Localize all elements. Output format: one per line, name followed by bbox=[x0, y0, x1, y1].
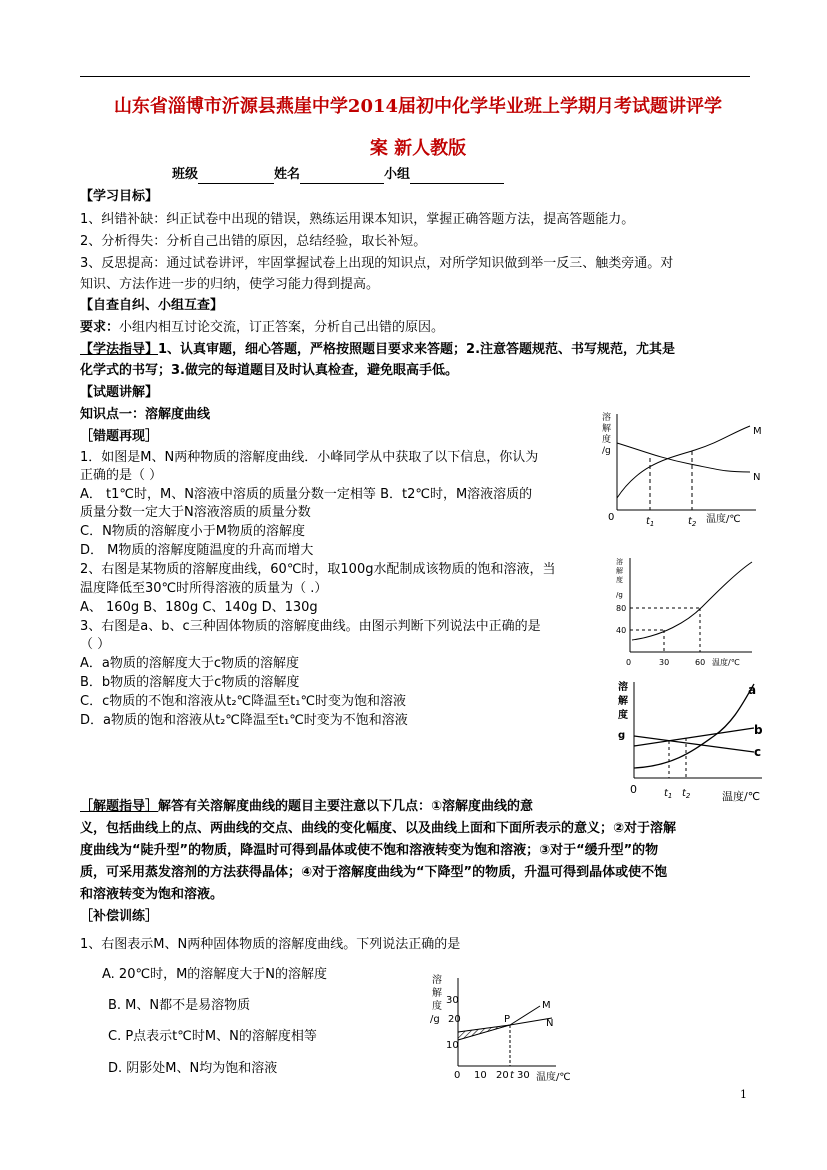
requirement-label: 要求： bbox=[80, 320, 120, 335]
doc-title-line1: 山东省淄博市沂源县燕崖中学2014届初中化学毕业班上学期月考试题讲评学 bbox=[113, 96, 723, 117]
method-line2: 化学式的书写；3.做完的每道题目及时认真检查，避免眼高手低。 bbox=[80, 363, 458, 378]
figure-single-solubility bbox=[612, 552, 782, 674]
comp-option: D. 阴影处M、N均为饱和溶液 bbox=[108, 1061, 278, 1076]
compensation-heading: ［补偿训练］ bbox=[80, 909, 159, 924]
guide-heading: ［解题指导］ bbox=[80, 799, 159, 814]
q3-line: A．a物质的溶解度大于c物质的溶解度 bbox=[80, 656, 300, 671]
page-number: 1 bbox=[740, 1088, 747, 1101]
y-label: g bbox=[618, 730, 626, 741]
class-blank[interactable] bbox=[198, 169, 274, 184]
method-line1 bbox=[80, 341, 675, 359]
guide-line4: 质，可采用蒸发溶剂的方法获得晶体；④对于溶解度曲线为“下降型”的物质，升温可得到晶体或使不饱 bbox=[80, 865, 668, 880]
wrong-question-heading: ［错题再现］ bbox=[80, 429, 159, 444]
q1-line: A． t1℃时，M、N溶液中溶质的质量分数一定相等 B．t2℃时，M溶液溶质的 bbox=[80, 487, 533, 502]
tick-20: 20 bbox=[448, 1014, 461, 1025]
t2-label: $t_2$ bbox=[682, 788, 691, 800]
q3-line: C．c物质的不饱和溶液从t₂℃降温至t₁℃时变为饱和溶液 bbox=[80, 694, 407, 709]
label-a: a bbox=[748, 683, 757, 697]
y-label: /g bbox=[602, 446, 611, 456]
tick-t: t bbox=[510, 1070, 514, 1081]
x-label: 温度/℃ bbox=[712, 658, 740, 667]
t1-label: $t_1$ bbox=[664, 788, 673, 800]
y-label: /g bbox=[616, 591, 623, 599]
tick-60: 60 bbox=[695, 658, 706, 667]
group-label: 小组 bbox=[384, 167, 411, 182]
curve-a bbox=[634, 683, 757, 768]
figure-mn-solubility bbox=[600, 408, 780, 530]
t2-label: $t_2$ bbox=[688, 516, 697, 528]
x-label: 温度/℃ bbox=[536, 1072, 571, 1083]
comp-option: B. M、N都不是易溶物质 bbox=[108, 998, 251, 1013]
label-m: M bbox=[753, 426, 762, 437]
q2-line: A、 160g B、180g C、140g D、130g bbox=[80, 600, 318, 615]
y-label: 度 bbox=[618, 710, 628, 721]
y-label: 溶 bbox=[616, 558, 623, 566]
label-p: P bbox=[504, 1014, 511, 1025]
goal-item: 知识、方法作进一步的归纳，使学习能力得到提高。 bbox=[80, 277, 380, 292]
guide-line3: 度曲线为“陡升型”的物质，降温时可得到晶体或使不饱和溶液转变为饱和溶液；③对于“缓升型”的物 bbox=[80, 843, 659, 858]
guide-line2: 义，包括曲线上的点、两曲线的交点、曲线的变化幅度、以及曲线上面和下面所表示的意义；②对于溶解 bbox=[80, 821, 677, 836]
curve-n bbox=[617, 443, 750, 472]
tick-40: 40 bbox=[616, 626, 627, 635]
y-label: 溶 bbox=[618, 682, 628, 693]
label-b: b bbox=[754, 723, 763, 737]
comp-option: A. 20℃时，M的溶解度大于N的溶解度 bbox=[102, 967, 328, 982]
x-label: 温度/℃ bbox=[722, 790, 761, 803]
name-label: 姓名 bbox=[274, 167, 301, 182]
selfcheck-requirement bbox=[80, 319, 444, 337]
goals-heading: 【学习目标】 bbox=[80, 189, 159, 204]
guide-text1: 解答有关溶解度曲线的题目主要注意以下几点：①溶解度曲线的意 bbox=[158, 799, 534, 814]
tick-0: 0 bbox=[626, 658, 632, 667]
tick-0: 0 bbox=[454, 1070, 461, 1081]
header-rule bbox=[80, 76, 750, 77]
goal-item: 2、分析得失：分析自己出错的原因，总结经验，取长补短。 bbox=[80, 234, 427, 249]
goal-item: 3、反思提高：通过试卷讲评，牢固掌握试卷上出现的知识点，对所学知识做到举一反三、触类旁通。对 bbox=[80, 256, 674, 271]
q1-line: C．N物质的溶解度小于M物质的溶解度 bbox=[80, 524, 306, 539]
y-label: /g bbox=[430, 1014, 440, 1025]
label-n: N bbox=[546, 1018, 554, 1029]
class-label: 班级 bbox=[172, 167, 199, 182]
name-blank[interactable] bbox=[300, 169, 384, 184]
q1-line: 质量分数一定大于N溶液溶质的质量分数 bbox=[80, 505, 311, 520]
tick-80: 80 bbox=[616, 604, 627, 613]
method-text1: 1、认真审题，细心答题，严格按照题目要求来答题；2.注意答题规范、书写规范，尤其是 bbox=[158, 342, 676, 357]
explain-heading: 【试题讲解】 bbox=[80, 385, 159, 400]
tick-10x: 10 bbox=[474, 1070, 487, 1081]
selfcheck-heading: 【自查自纠、小组互查】 bbox=[80, 298, 224, 313]
q3-line: B．b物质的溶解度大于c物质的溶解度 bbox=[80, 675, 300, 690]
q3-line: D．a物质的饱和溶液从t₂℃降温至t₁℃时变为不饱和溶液 bbox=[80, 713, 408, 728]
knowledge-point-title: 知识点一：溶解度曲线 bbox=[80, 407, 211, 422]
tick-30x: 30 bbox=[517, 1070, 530, 1081]
goal-item: 1、纠错补缺：纠正试卷中出现的错误，熟练运用课本知识，掌握正确答题方法，提高答题能力。 bbox=[80, 212, 635, 227]
q2-line: 2、右图是某物质的溶解度曲线，60℃时，取100g水配制成该物质的饱和溶液，当 bbox=[80, 562, 556, 577]
guide-line5: 和溶液转变为饱和溶液。 bbox=[80, 887, 224, 902]
guide-line1 bbox=[80, 798, 533, 816]
y-label: 溶 bbox=[432, 975, 442, 986]
group-blank[interactable] bbox=[410, 169, 504, 184]
comp-option: C. P点表示t℃时M、N的溶解度相等 bbox=[108, 1029, 317, 1044]
q3-line: 3、右图是a、b、c三种固体物质的溶解度曲线。由图示判断下列说法中正确的是 bbox=[80, 619, 541, 634]
y-label: 解 bbox=[618, 696, 628, 707]
q2-line: 温度降低至30℃时所得溶液的质量为（ .） bbox=[80, 581, 328, 596]
y-label: 溶 bbox=[602, 413, 612, 423]
doc-title-line2: 案 新人教版 bbox=[369, 138, 467, 159]
q1-line: 正确的是（ ） bbox=[80, 468, 163, 483]
method-heading: 【学法指导】 bbox=[80, 342, 159, 357]
tick-30: 30 bbox=[659, 658, 670, 667]
curve-m bbox=[617, 426, 750, 498]
label-c: c bbox=[754, 745, 762, 759]
figure-abc-solubility bbox=[614, 676, 789, 806]
y-label: 解 bbox=[602, 424, 612, 434]
solubility-curve bbox=[632, 562, 752, 640]
y-label: 解 bbox=[616, 567, 623, 575]
curve-b bbox=[634, 728, 754, 746]
y-label: 度 bbox=[432, 1001, 442, 1012]
q3-line: （ ） bbox=[80, 637, 111, 652]
origin: 0 bbox=[630, 783, 637, 796]
tick-30: 30 bbox=[446, 995, 459, 1006]
x-label: 温度/℃ bbox=[706, 514, 741, 525]
y-label: 度 bbox=[602, 435, 612, 445]
origin: 0 bbox=[608, 512, 615, 523]
t1-label: $t_1$ bbox=[646, 516, 655, 528]
requirement-text: 小组内相互讨论交流，订正答案，分析自己出错的原因。 bbox=[119, 320, 445, 335]
y-label: 解 bbox=[432, 988, 442, 999]
label-m: M bbox=[542, 1000, 551, 1011]
figure-mn-shaded bbox=[424, 970, 600, 1086]
label-n: N bbox=[753, 472, 761, 483]
y-label: 度 bbox=[616, 576, 623, 584]
q1-line: 1．如图是M、N两种物质的溶解度曲线．小峰同学从中获取了以下信息，你认为 bbox=[80, 450, 539, 465]
tick-20x: 20 bbox=[496, 1070, 509, 1081]
student-fields bbox=[172, 166, 504, 184]
tick-10: 10 bbox=[446, 1040, 459, 1051]
comp-stem: 1、右图表示M、N两种固体物质的溶解度曲线。下列说法正确的是 bbox=[80, 937, 461, 952]
q1-line: D． M物质的溶解度随温度的升高而增大 bbox=[80, 543, 314, 558]
